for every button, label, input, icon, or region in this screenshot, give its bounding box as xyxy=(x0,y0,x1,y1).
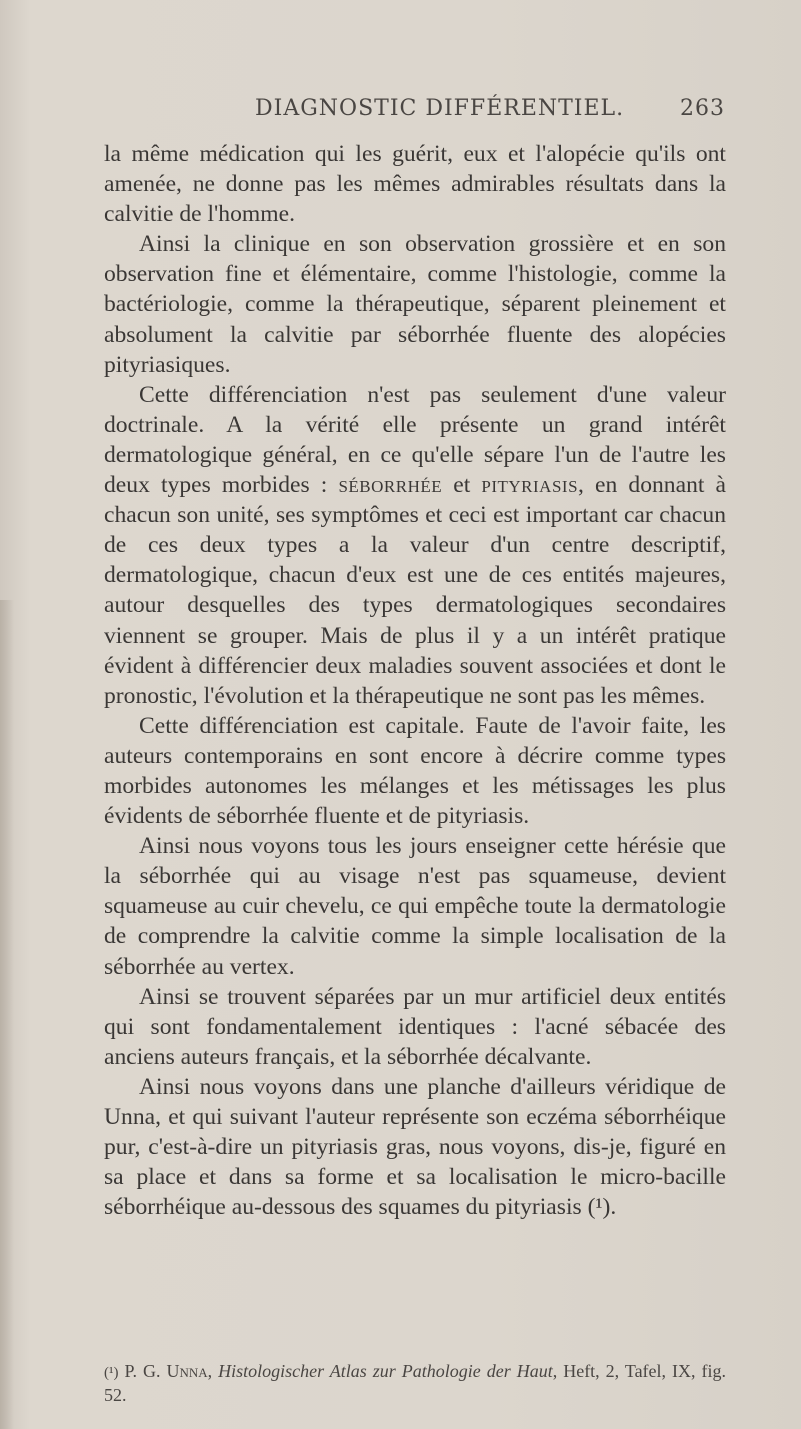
page-edge-shadow xyxy=(0,600,14,1429)
paragraph-3-part-3: , en donnant à chacun son unité, ses symptômes et ceci est important car chacun de ces deux types a la valeur d'un centre descriptif, dermatologique, chacun d'eux est une de ces entités majeures, autour desquelles des types dermatologiques secondaires viennent se grouper. Mais de plus il y a un intérêt pratique évident à différencier deux maladies souvent associées et dont le pronostic, l'évolution et la thérapeutique ne sont pas les mêmes. xyxy=(104,472,727,709)
paragraph-5: Ainsi nous voyons tous les jours enseigner cette hérésie que la séborrhée qui au visage n'est pas squameuse, devient squameuse au cuir chevelu, ce qui empêche toute la dermatologie de comprendre la calvitie comme la simple localisation de la séborrhée au vertex. xyxy=(104,833,726,980)
paragraph-4: Cette différenciation est capitale. Faute de l'avoir faite, les auteurs contemporains en sont encore à décrire comme types morbides autonomes les mélanges et les métissages les plus évidents de séborrhée fluente et de pityriasis. xyxy=(104,712,726,830)
paragraph-3-part-2: et xyxy=(442,472,482,499)
page-number: 263 xyxy=(680,96,725,121)
paragraph-6: Ainsi se trouvent séparées par un mur artificiel deux entités qui sont fondamentalement identiques : l'acné sébacée des anciens auteurs français, et la séborrhée décalvante. xyxy=(104,983,726,1070)
footnote-reference[interactable]: (¹) xyxy=(587,1194,611,1221)
paragraph-1: la même médication qui les guérit, eux et l'alopécie qu'ils ont amenée, ne donne pas les mêmes admirables résultats dans la calvitie de l'homme. xyxy=(104,141,726,228)
paragraph-3 xyxy=(104,380,726,711)
body-text xyxy=(104,139,726,1222)
footnote-author: Unna xyxy=(166,1361,208,1381)
term-pityriasis: pityriasis xyxy=(481,472,579,499)
footnote: (¹) P. G. Unna, Histologischer Atlas zur Pathologie der Haut, Heft, 2, Tafel, IX, fig. 52. xyxy=(104,1361,726,1405)
paragraph-7 xyxy=(104,1072,726,1222)
running-head-title: DIAGNOSTIC DIFFÉRENTIEL. xyxy=(255,96,625,121)
paragraph-3-part-1: Cette différenciation n'est pas seulement d'une valeur doctrinale. A la vérité elle présente un grand intérêt dermatologique général, en ce qu'elle sépare l'un de l'autre les deux types morbides : xyxy=(104,381,726,499)
footnote-marker: (¹) xyxy=(104,1365,119,1381)
footnote-initial: P. G. xyxy=(124,1361,161,1381)
paragraph-2: Ainsi la clinique en son observation grossière et en son observation fine et élémentaire, comme l'histologie, comme la bactériologie, comme la thérapeutique, séparent pleinement et absolument la calvitie par séborrhée fluente des alopécies pityriasiques. xyxy=(104,231,726,378)
footnote-title: Histologischer Atlas zur Pathologie der Haut xyxy=(218,1361,553,1381)
footnote-details: , Heft, 2, Tafel, IX, fig. 52. xyxy=(104,1361,726,1405)
paragraph-7-text: Ainsi nous voyons dans une planche d'ailleurs véridique de Unna, et qui suivant l'auteur représente son eczéma séborrhéique pur, c'est-à-dire un pityriasis gras, nous voyons, dis-je, figuré en sa place et dans sa forme et sa localisation le micro-bacille séborrhéique au-dessous des squames du pityriasis xyxy=(104,1073,726,1221)
paragraph-7-end: . xyxy=(610,1194,617,1221)
term-seborrhee: séborrhée xyxy=(338,472,443,499)
